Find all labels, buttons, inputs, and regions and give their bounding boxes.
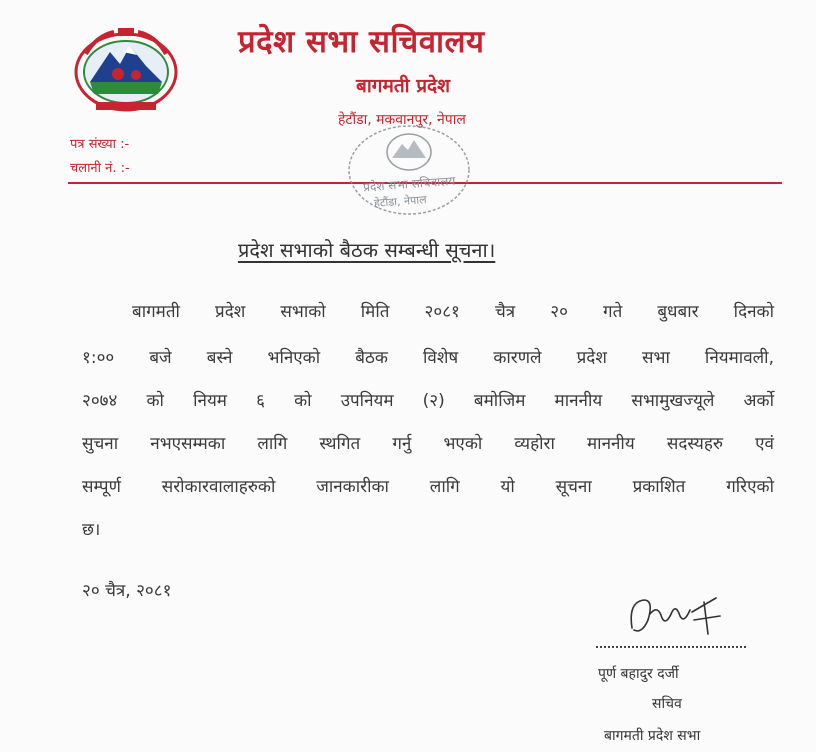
signatory-office: बागमती प्रदेश सभा <box>604 728 701 744</box>
notice-body-line: सुचना नभएसम्मका लागि स्थगित गर्नु भएको व्यहोरा माननीय सदस्यहरु एवं <box>82 434 774 454</box>
notice-body-line: १:०० बजे बस्ने भनिएको बैठक विशेष कारणले प्रदेश सभा नियमावली, <box>82 348 774 368</box>
provincial-emblem-logo <box>68 22 184 122</box>
reference-number-label: पत्र संख्या :- <box>70 137 130 152</box>
handwritten-signature <box>624 590 724 640</box>
stamp-text-office: प्रदेश सभा सचिवालय <box>362 173 456 195</box>
signatory-name: पूर्ण बहादुर दर्जी <box>598 666 679 682</box>
notice-body-line: सम्पूर्ण सरोकारवालाहरुको जानकारीका लागि यो सूचना प्रकाशित गरिएको <box>82 477 774 497</box>
dispatch-number-label: चलानी नं. :- <box>70 161 130 176</box>
office-address: हेटौंडा, मकवानपुर, नेपाल <box>338 112 466 128</box>
notice-body-line: बागमती प्रदेश सभाको मिति २०८१ चैत्र २० गते बुधबार दिनको <box>132 302 774 322</box>
notice-body-line: छ। <box>82 520 101 540</box>
notice-date: २० चैत्र, २०८१ <box>82 581 172 601</box>
notice-body-line: २०७४ को नियम ६ को उपनियम (२) बमोजिम माननीय सभामुखज्यूले अर्को <box>82 391 774 411</box>
notice-title: प्रदेश सभाको बैठक सम्बन्धी सूचना। <box>238 238 496 262</box>
province-name: बागमती प्रदेश <box>356 75 451 97</box>
signature-line <box>596 646 746 648</box>
signatory-post: सचिव <box>652 696 682 712</box>
stamp-text-location: हेटौंडा, नेपाल <box>373 193 428 210</box>
org-title: प्रदेश सभा सचिवालय <box>238 24 485 60</box>
